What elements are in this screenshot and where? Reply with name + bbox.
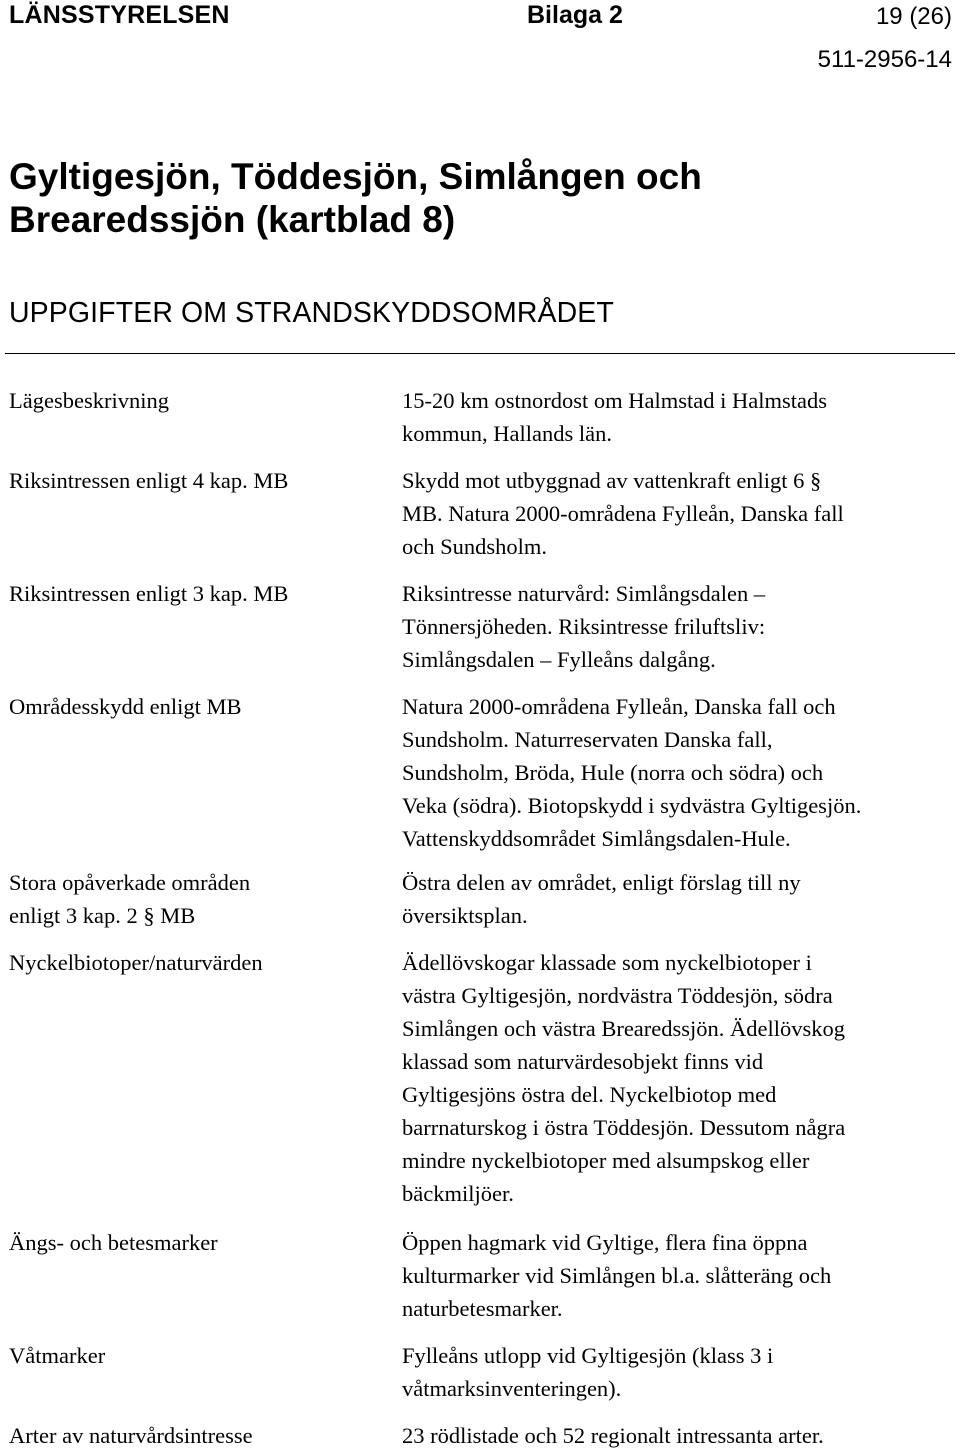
row-value-line: Sundsholm, Bröda, Hule (norra och södra) och [402,760,824,785]
attachment-label: Bilaga 2 [527,1,623,29]
row-label [9,1419,369,1452]
row-value-line: Riksintresse naturvård: Simlångsdalen – [402,581,766,606]
row-value [402,1226,952,1325]
row-value-line: 15-20 km ostnordost om Halmstad i Halmstads [402,388,827,413]
row-value-line: Simlången och västra Brearedssjön. Ädellövskog [402,1016,846,1041]
row-value-line: våtmarksinventeringen). [402,1376,622,1401]
row-value-line: Östra delen av området, enligt förslag till ny [402,870,801,895]
row-label-line: Områdesskydd enligt MB [9,694,242,719]
row-label [9,1339,369,1372]
document-title-line: Gyltigesjön, Töddesjön, Simlången och [9,156,702,197]
row-value [402,384,952,450]
row-value-line: och Sundsholm. [402,534,548,559]
row-value-line: kulturmarker vid Simlången bl.a. slåtteräng och [402,1263,832,1288]
row-value-line: mindre nyckelbiotoper med alsumpskog eller [402,1148,810,1173]
row-value-line: naturbetesmarker. [402,1296,563,1321]
row-value-line: Gyltigesjöns östra del. Nyckelbiotop med [402,1082,777,1107]
row-value [402,1339,952,1405]
row-label-line: Nyckelbiotoper/naturvärden [9,950,263,975]
row-value-line: klassad som naturvärdesobjekt finns vid [402,1049,764,1074]
organization-name: LÄNSSTYRELSEN [9,1,230,29]
section-title: UPPGIFTER OM STRANDSKYDDSOMRÅDET [9,297,614,329]
row-value-line: västra Gyltigesjön, nordvästra Töddesjön, södra [402,983,833,1008]
row-value [402,464,952,563]
row-value-line: kommun, Hallands län. [402,421,612,446]
row-value-line: översiktsplan. [402,903,528,928]
row-label-line: Våtmarker [9,1343,106,1368]
row-value-line: Fylleåns utlopp vid Gyltigesjön (klass 3 i [402,1343,774,1368]
row-value-line: Simlångsdalen – Fylleåns dalgång. [402,647,716,672]
row-value [402,577,952,676]
row-label [9,690,369,723]
row-value [402,1419,952,1452]
row-label-line: Lägesbeskrivning [9,388,169,413]
row-value-line: Vattenskyddsområdet Simlångsdalen-Hule. [402,826,791,851]
row-label-line: enligt 3 kap. 2 § MB [9,903,196,928]
row-value-line: Sundsholm. Naturreservaten Danska fall, [402,727,773,752]
row-value [402,866,952,932]
row-label [9,946,369,979]
row-value [402,690,952,855]
row-label [9,1226,369,1259]
row-label [9,866,369,932]
row-value-line: Ädellövskogar klassade som nyckelbiotoper i [402,950,812,975]
row-value-line: MB. Natura 2000-områdena Fylleån, Danska fall [402,501,844,526]
document-number: 511-2956-14 [817,46,952,73]
row-value-line: bäckmiljöer. [402,1181,514,1206]
row-label-line: Ängs- och betesmarker [9,1230,218,1255]
row-value [402,946,952,1210]
row-label [9,577,369,610]
row-value-line: Öppen hagmark vid Gyltige, flera fina öppna [402,1230,808,1255]
row-label [9,464,369,497]
row-value-line: Veka (södra). Biotopskydd i sydvästra Gyltigesjön. [402,793,862,818]
document-title-line: Brearedssjön (kartblad 8) [9,199,456,240]
row-value-line: Tönnersjöheden. Riksintresse friluftsliv: [402,614,766,639]
row-value-line: barrnaturskog i östra Töddesjön. Dessutom några [402,1115,846,1140]
row-label-line: Riksintressen enligt 3 kap. MB [9,581,289,606]
row-value-line: Natura 2000-områdena Fylleån, Danska fall och [402,694,836,719]
row-label-line: Arter av naturvårdsintresse [9,1423,253,1448]
row-label-line: Stora opåverkade områden [9,870,251,895]
page-number: 19 (26) [875,3,952,30]
row-value-line: Skydd mot utbyggnad av vattenkraft enligt 6 § [402,468,822,493]
row-label-line: Riksintressen enligt 4 kap. MB [9,468,289,493]
row-label [9,384,369,417]
row-value-line: 23 rödlistade och 52 regionalt intressanta arter. [402,1423,824,1448]
